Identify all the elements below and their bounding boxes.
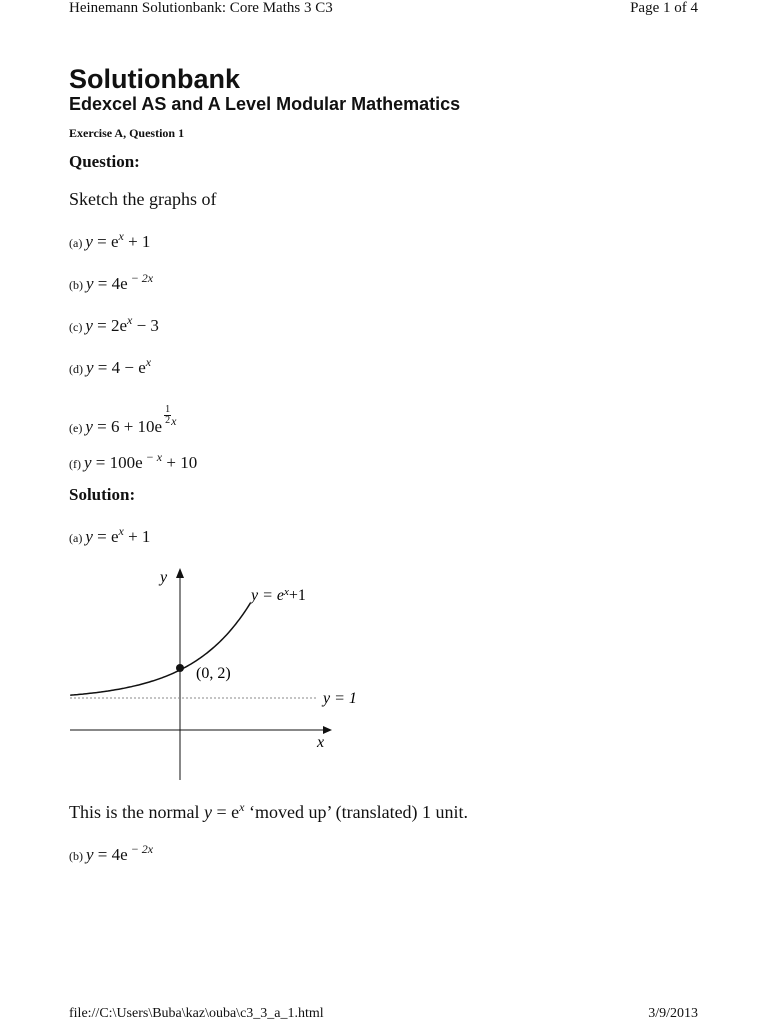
question-text: Sketch the graphs of <box>69 189 217 209</box>
question-part-a: (a) $y = e^x + 1$ <box>69 229 151 251</box>
footer-date: 3/9/2013 <box>648 1006 698 1021</box>
question-part-e: (e) y = 6 + 10e $\frac{1}{2}$ $^x$ <box>69 404 177 436</box>
question-part-b: (b) y = 4e $^{- 2x}$ <box>69 271 154 293</box>
solution-explanation: This is the normal $y = e^x$ ‘moved up’ (translated) 1 unit. <box>69 800 469 822</box>
question-part-c: (c) $y = 2e^x - 3$ <box>69 313 159 335</box>
question-heading: Question: <box>69 152 140 171</box>
intercept-label: (0, 2) <box>196 665 231 682</box>
y-axis-label: y <box>160 569 168 586</box>
solution-heading: Solution: <box>69 485 136 504</box>
solution-part-b: (b) y = 4e $^{- 2x}$ <box>69 842 154 864</box>
question-part-f: (f) y = 100e $^{- x}$ + 10 <box>69 450 198 472</box>
footer-file-path: file://C:\Users\Buba\kaz\ouba\c3_3_a_1.html <box>69 1006 324 1021</box>
header-source: Heinemann Solutionbank: Core Maths 3 C3 <box>69 0 333 16</box>
curve-label: $y = e^x+1$ <box>251 586 306 604</box>
asymptote-label: y = 1 <box>323 690 357 707</box>
page-subtitle: Edexcel AS and A Level Modular Mathematics <box>69 94 461 114</box>
exercise-label: Exercise A, Question 1 <box>69 126 185 140</box>
y-axis-arrow <box>176 568 184 578</box>
solution-part-a: (a) $y = e^x + 1$ <box>69 524 151 546</box>
y-intercept-point <box>176 664 184 672</box>
x-axis-label: x <box>317 734 325 751</box>
header-page-number: Page 1 of 4 <box>630 0 698 16</box>
question-part-d: (d) $y = 4 - e^x$ <box>69 355 152 377</box>
fraction-exponent: $\frac{1}{2}$ <box>165 404 171 426</box>
x-axis-arrow <box>323 726 332 734</box>
exponential-graph <box>60 560 380 785</box>
page-title: Solutionbank <box>69 64 240 94</box>
